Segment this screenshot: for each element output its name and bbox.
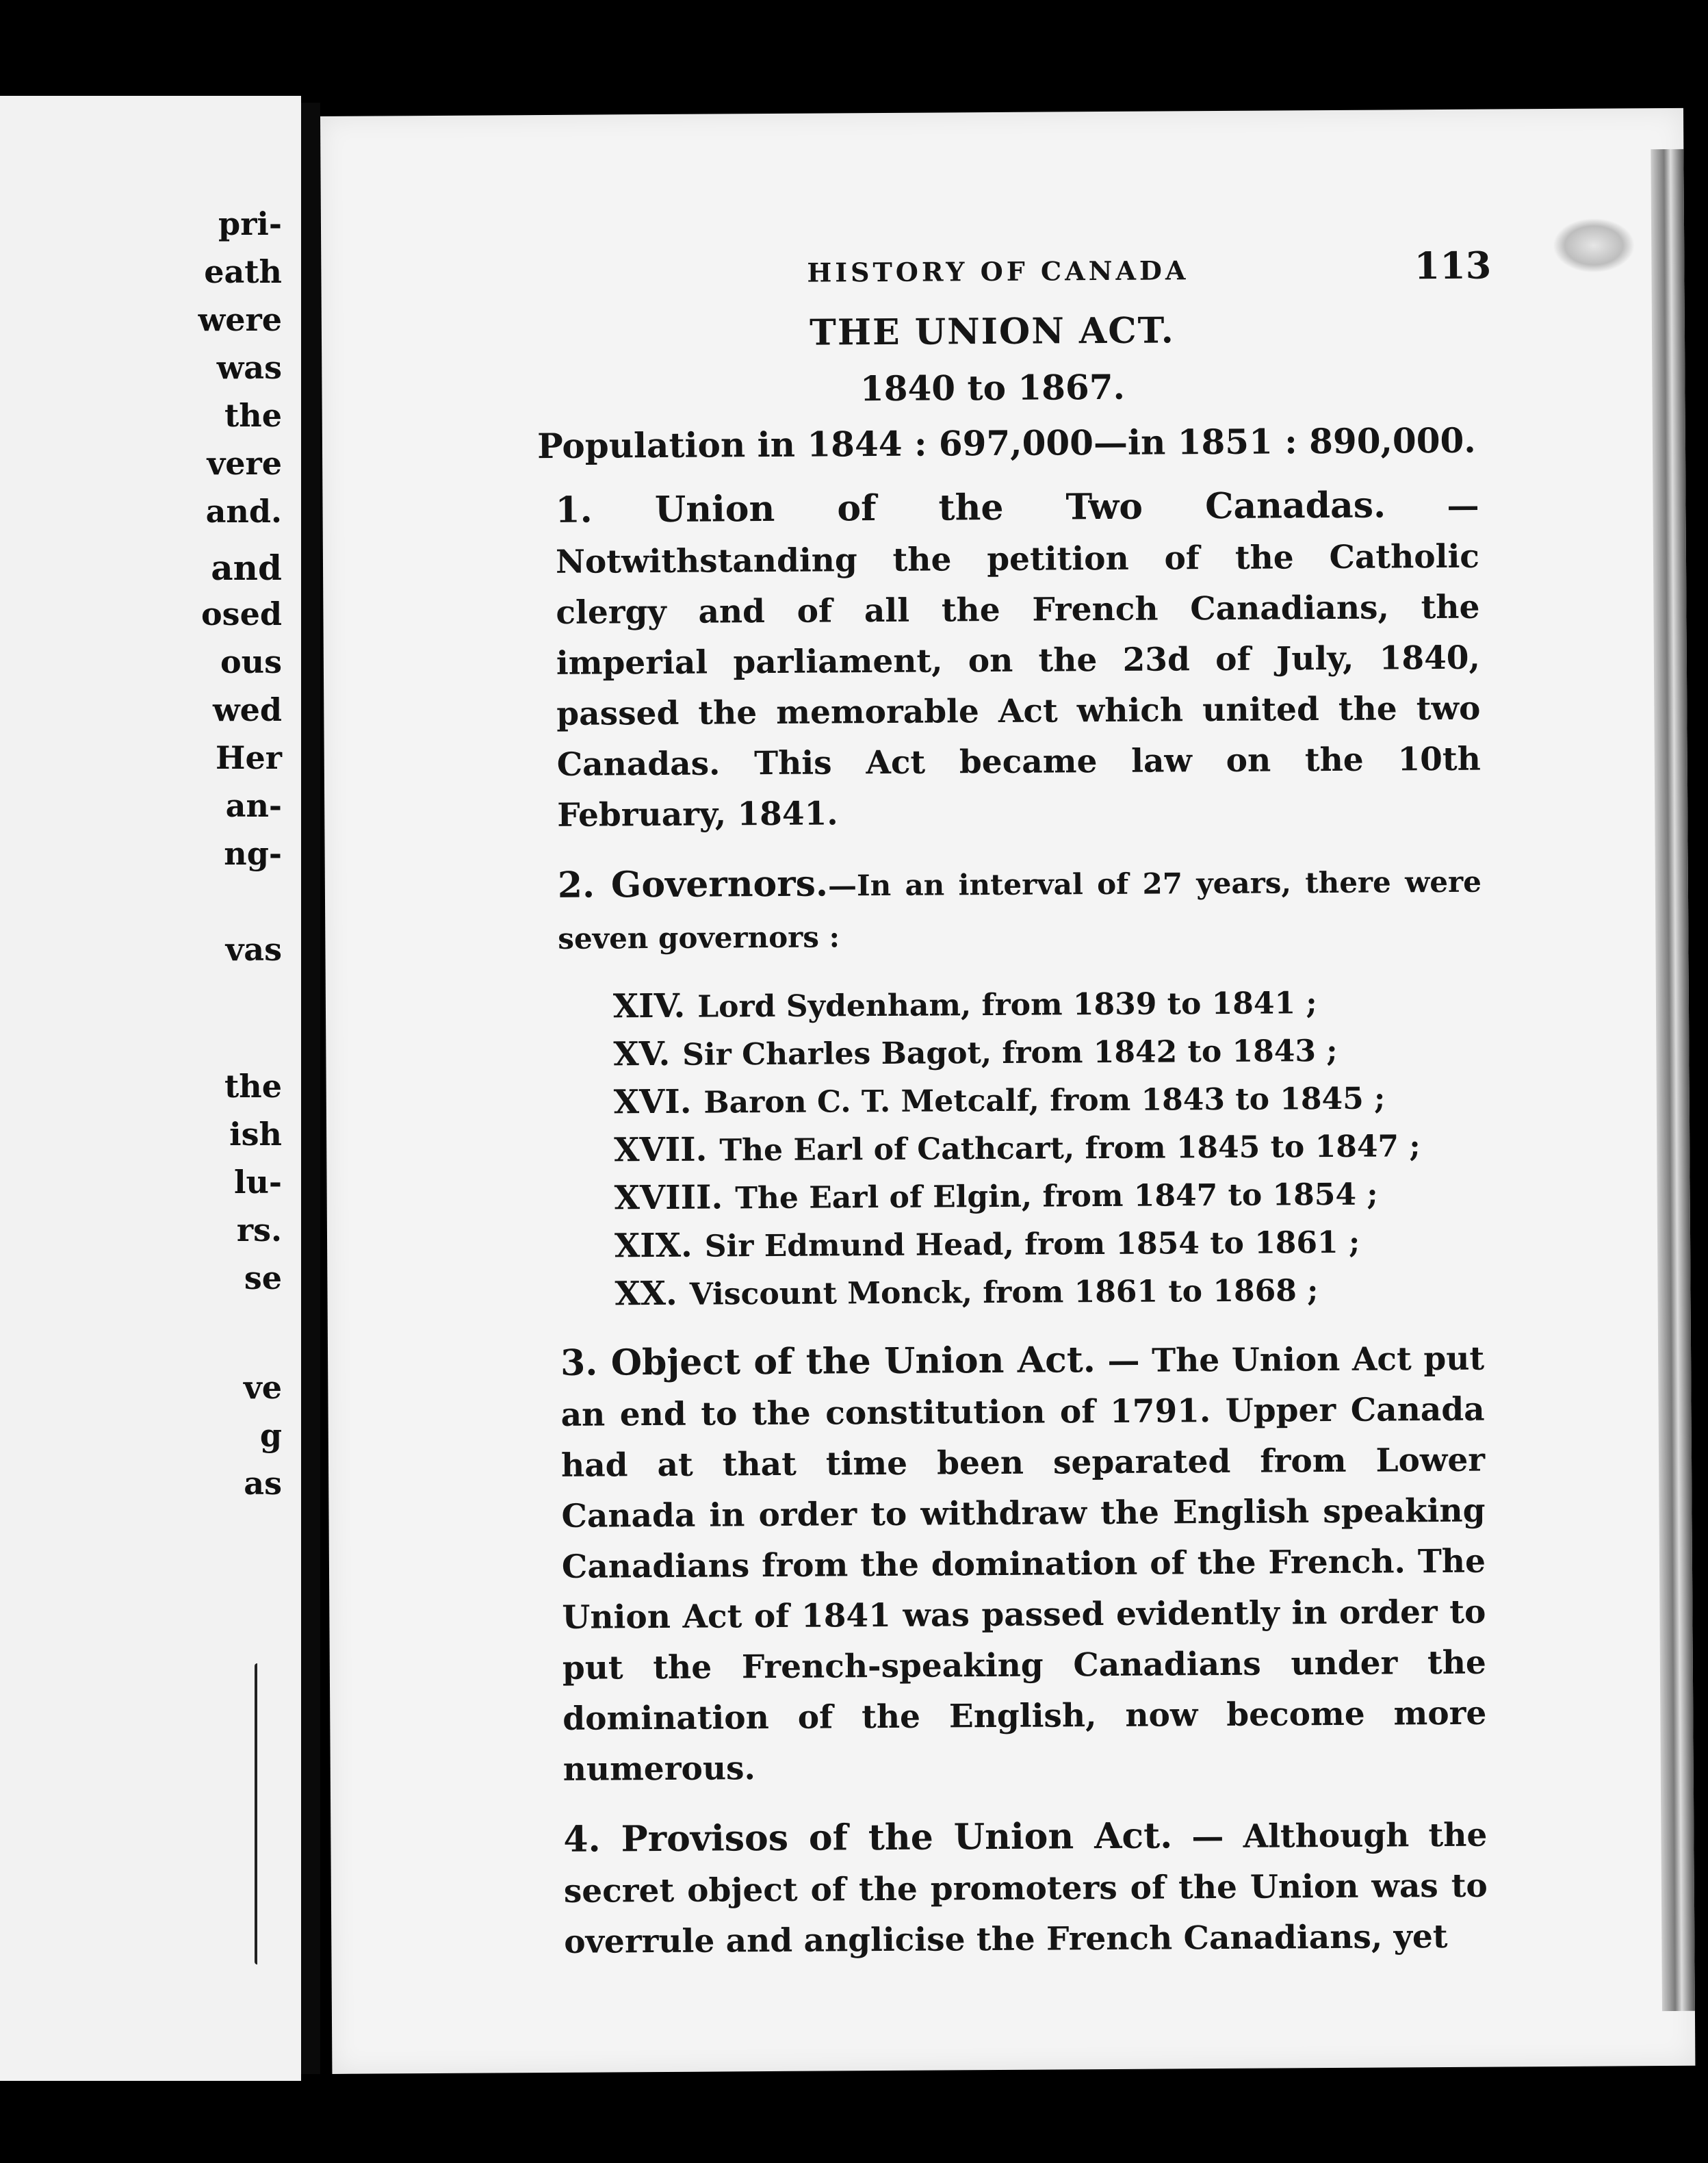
previous-page-word-fragment: se [244,1259,282,1296]
book-page [320,108,1695,2074]
governor-list [510,978,1484,1320]
previous-page-word-fragment: g [259,1417,282,1454]
governor-item [613,978,1482,1032]
previous-page-word-fragment: lu- [233,1164,282,1201]
previous-page-word-fragment: an- [225,787,282,824]
previous-page-word-fragment: the [224,397,282,434]
governor-numeral: XVIII. [614,1178,723,1218]
page-edge [1651,149,1695,2011]
governor-item [614,1218,1484,1271]
date-range: 1840 to 1867. [859,366,1126,409]
section-body: —In an interval of 27 years, there were seven governors : [558,865,1481,956]
governor-text: Baron C. T. Metcalf, from 1843 to 1845 ; [703,1081,1386,1121]
previous-page-word-fragment: pri- [218,205,282,242]
previous-page-word-fragment: wed [212,691,282,728]
governor-numeral: XX. [614,1274,677,1314]
previous-page-word-fragment: vere [207,445,282,482]
running-title: HISTORY OF CANADA [807,255,1189,288]
section-body: — The Union Act put an end to the constitution of 1791. Upper Canada had at that time been separated from Lower Canada in order to withdraw the English speaking Canadians from the domination of the French. The Union Act of 1841 was passed evidently in order to put the French-speaking Canadians under the domination of the English, now become more numerous. [560,1340,1487,1789]
previous-page-word-fragment: osed [200,596,282,632]
previous-page-word-fragment: as [244,1465,282,1502]
section-heading: 3. Object of the Union Act. [560,1339,1096,1384]
section-body: — Notwithstanding the petition of the Catholic clergy and of all the French Canadians, the imperial parliament, on the 23d of July, 1840, passed the memorable Act which united the two Canadas. This Act became law on the 10th February, 1841. [555,487,1481,834]
governor-item [614,1074,1483,1127]
binding-thread [255,1663,261,1964]
governor-numeral: XIV. [612,986,686,1026]
page-text-block [506,243,1492,1969]
previous-page-word-fragment: ous [220,643,282,680]
governor-item [613,1026,1482,1079]
previous-page-word-fragment: were [198,301,282,338]
previous-page-word-fragment: and. [205,493,282,530]
section-object-of-union-act [513,1333,1487,1796]
governor-numeral: XIX. [614,1226,693,1266]
previous-page-word-fragment: ve [244,1369,282,1406]
governor-text: The Earl of Elgin, from 1847 to 1854 ; [735,1177,1378,1216]
book-gutter [301,103,320,2074]
population-line: Population in 1844 : 697,000—in 1851 : 890,000. [536,420,1476,467]
chapter-title: THE UNION ACT. [809,309,1175,354]
section-provisos-of-union-act [515,1809,1488,1969]
previous-page-word-fragment: was [216,349,282,386]
governor-numeral: XVI. [613,1082,692,1122]
previous-page-word-fragment: and [211,548,282,588]
governor-numeral: XVII. [614,1130,708,1170]
previous-page-word-fragment: eath [204,253,282,290]
previous-page-word-fragment: rs. [236,1212,282,1249]
previous-page-word-fragment: ng- [224,835,282,872]
section-governors [510,855,1484,1320]
governor-text: Viscount Monck, from 1861 to 1868 ; [689,1273,1319,1312]
previous-page-word-fragment: ish [229,1116,282,1153]
governor-item [614,1266,1484,1319]
section-heading: 2. Governors. [557,862,829,906]
section-heading: 4. Provisos of the Union Act. [563,1815,1173,1860]
page-number: 113 [1414,243,1492,288]
governor-text: Lord Sydenham, from 1839 to 1841 ; [697,986,1317,1025]
section-heading: 1. Union of the Two Canadas. [555,484,1386,531]
governor-item [614,1170,1483,1223]
governor-item [614,1122,1483,1175]
governor-text: Sir Edmund Head, from 1854 to 1861 ; [704,1225,1360,1264]
governor-numeral: XV. [613,1034,671,1074]
governor-text: Sir Charles Bagot, from 1842 to 1843 ; [682,1033,1338,1073]
section-union-of-canadas [507,480,1481,842]
page-smudge [1553,218,1635,273]
section-body: — Although the secret object of the promoters of the Union was to overrule and anglicise the French Canadians, yet [563,1816,1488,1961]
previous-page-fragment [0,96,301,2081]
previous-page-word-fragment: the [224,1068,282,1105]
previous-page-word-fragment: vas [225,931,282,968]
previous-page-word-fragment: Her [216,739,282,776]
running-head [506,243,1492,307]
governor-text: The Earl of Cathcart, from 1845 to 1847 ; [719,1129,1421,1168]
